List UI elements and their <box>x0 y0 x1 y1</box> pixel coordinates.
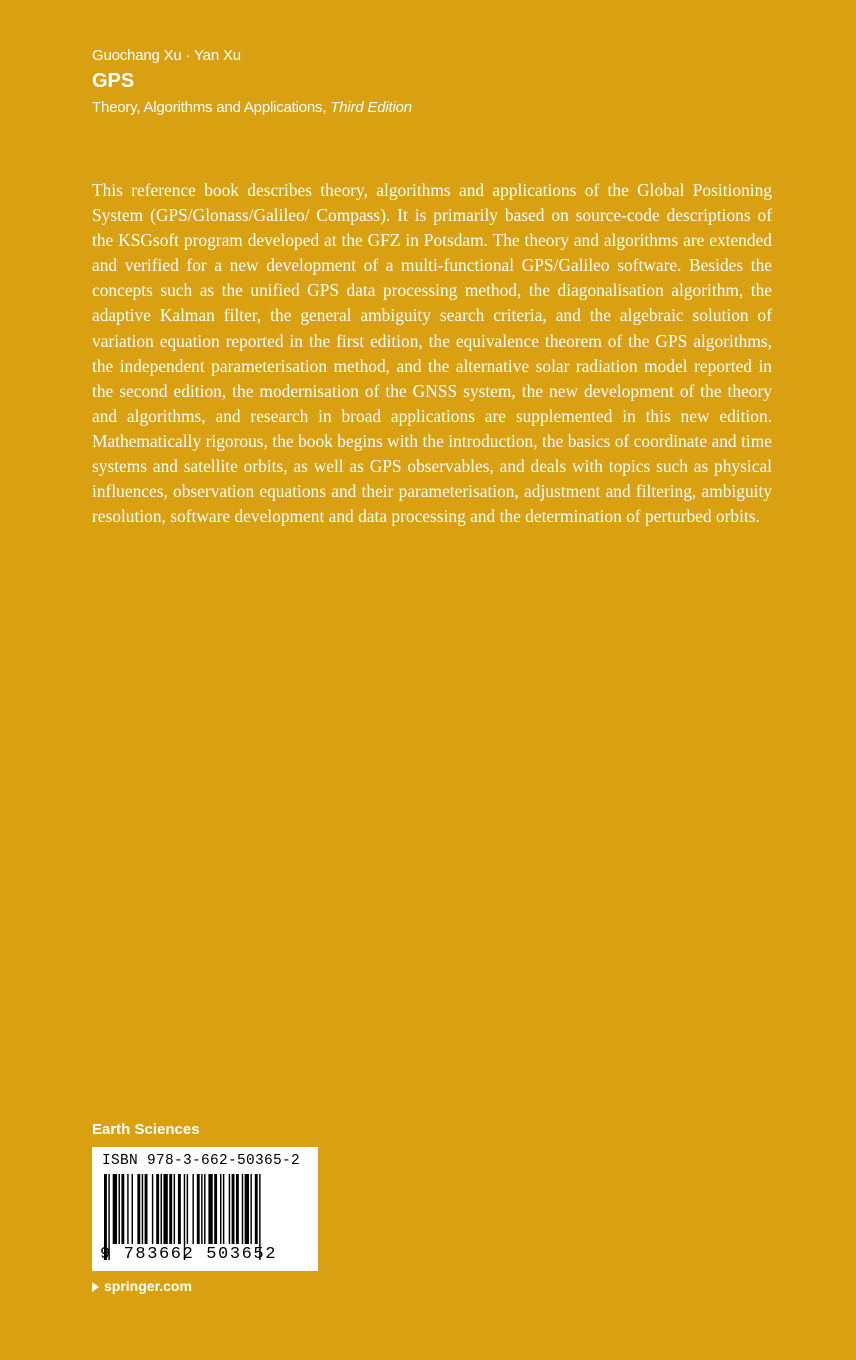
barcode-bar <box>204 1174 205 1244</box>
barcode-bar <box>169 1174 172 1244</box>
barcode-bar <box>113 1174 117 1244</box>
barcode-bar <box>192 1174 193 1244</box>
barcode-bar <box>174 1174 175 1244</box>
book-title: GPS <box>92 70 135 92</box>
barcode-bar <box>229 1174 230 1244</box>
barcode-bar <box>137 1174 140 1244</box>
barcode-bar <box>197 1174 200 1244</box>
barcode-bar <box>201 1174 202 1244</box>
barcode-bar <box>163 1174 167 1244</box>
book-description: This reference book describes theory, algorithms and applications of the Global Positioning System (GPS/Glonass/Galileo/ Compass). It is primarily based on source-code descriptions of the KSGsoft program developed at the GFZ in Potsdam. The theory and algorithms are extended and verified for a new development of a multi-functional GPS/Galileo software. Besides the concepts such as the unified GPS data processing method, the diagonalisation algorithm, the adaptive Kalman filter, the general ambiguity search criteria, and the algebraic solution of variation equation reported in the first edition, the equivalence theorem of the GPS algorithms, the independent parameterisation method, and the alternative solar radiation model reported in the second edition, the modernisation of the GNSS system, the new development of the theory and algorithms, and research in broad applications are supplemented in this new edition. Mathematically rigorous, the book begins with the introduction, the basics of coordinate and time systems and satellite orbits, as well as GPS observables, and deals with topics such as physical influences, observation equations and their parameterisation, adjustment and filtering, ambiguity resolution, software development and data processing and the determination of perturbed orbits. <box>92 180 772 527</box>
publisher-link-text: springer.com <box>104 1278 192 1294</box>
barcode-bar <box>152 1174 153 1244</box>
authors: Guochang Xu · Yan Xu <box>92 47 241 64</box>
barcode-bar <box>132 1174 133 1244</box>
isbn-label: ISBN 978-3-662-50365-2 <box>102 1153 301 1169</box>
barcode-bar <box>232 1174 235 1244</box>
barcode-bar <box>208 1174 212 1244</box>
barcode-bar <box>214 1174 217 1244</box>
edition-label: Third Edition <box>330 99 412 116</box>
barcode-bar <box>145 1174 148 1244</box>
subtitle-text: Theory, Algorithms and Applications, <box>92 99 327 116</box>
cover-header <box>92 46 772 118</box>
barcode-bar <box>187 1174 188 1244</box>
barcode-bar <box>119 1174 120 1244</box>
barcode-bar <box>220 1174 221 1244</box>
barcode-bar <box>245 1174 249 1244</box>
barcode-bar <box>121 1174 124 1244</box>
barcode-bar <box>127 1174 128 1244</box>
publisher-link[interactable] <box>92 1277 192 1295</box>
isbn-barcode <box>92 1147 318 1271</box>
barcode-bar <box>142 1174 143 1244</box>
barcode-bar <box>242 1174 243 1244</box>
barcode-bar <box>161 1174 162 1244</box>
barcode-bar <box>250 1174 251 1244</box>
barcode-bar <box>178 1174 181 1244</box>
barcode-bar <box>223 1174 224 1244</box>
barcode-bar <box>255 1174 258 1244</box>
subject-category: Earth Sciences <box>92 1121 200 1138</box>
book-subtitle <box>92 98 772 118</box>
barcode-bar <box>236 1174 239 1244</box>
barcode-digits: 9 783662 503652 <box>100 1245 278 1264</box>
barcode-bar <box>156 1174 159 1244</box>
arrow-right-icon <box>92 1282 99 1292</box>
